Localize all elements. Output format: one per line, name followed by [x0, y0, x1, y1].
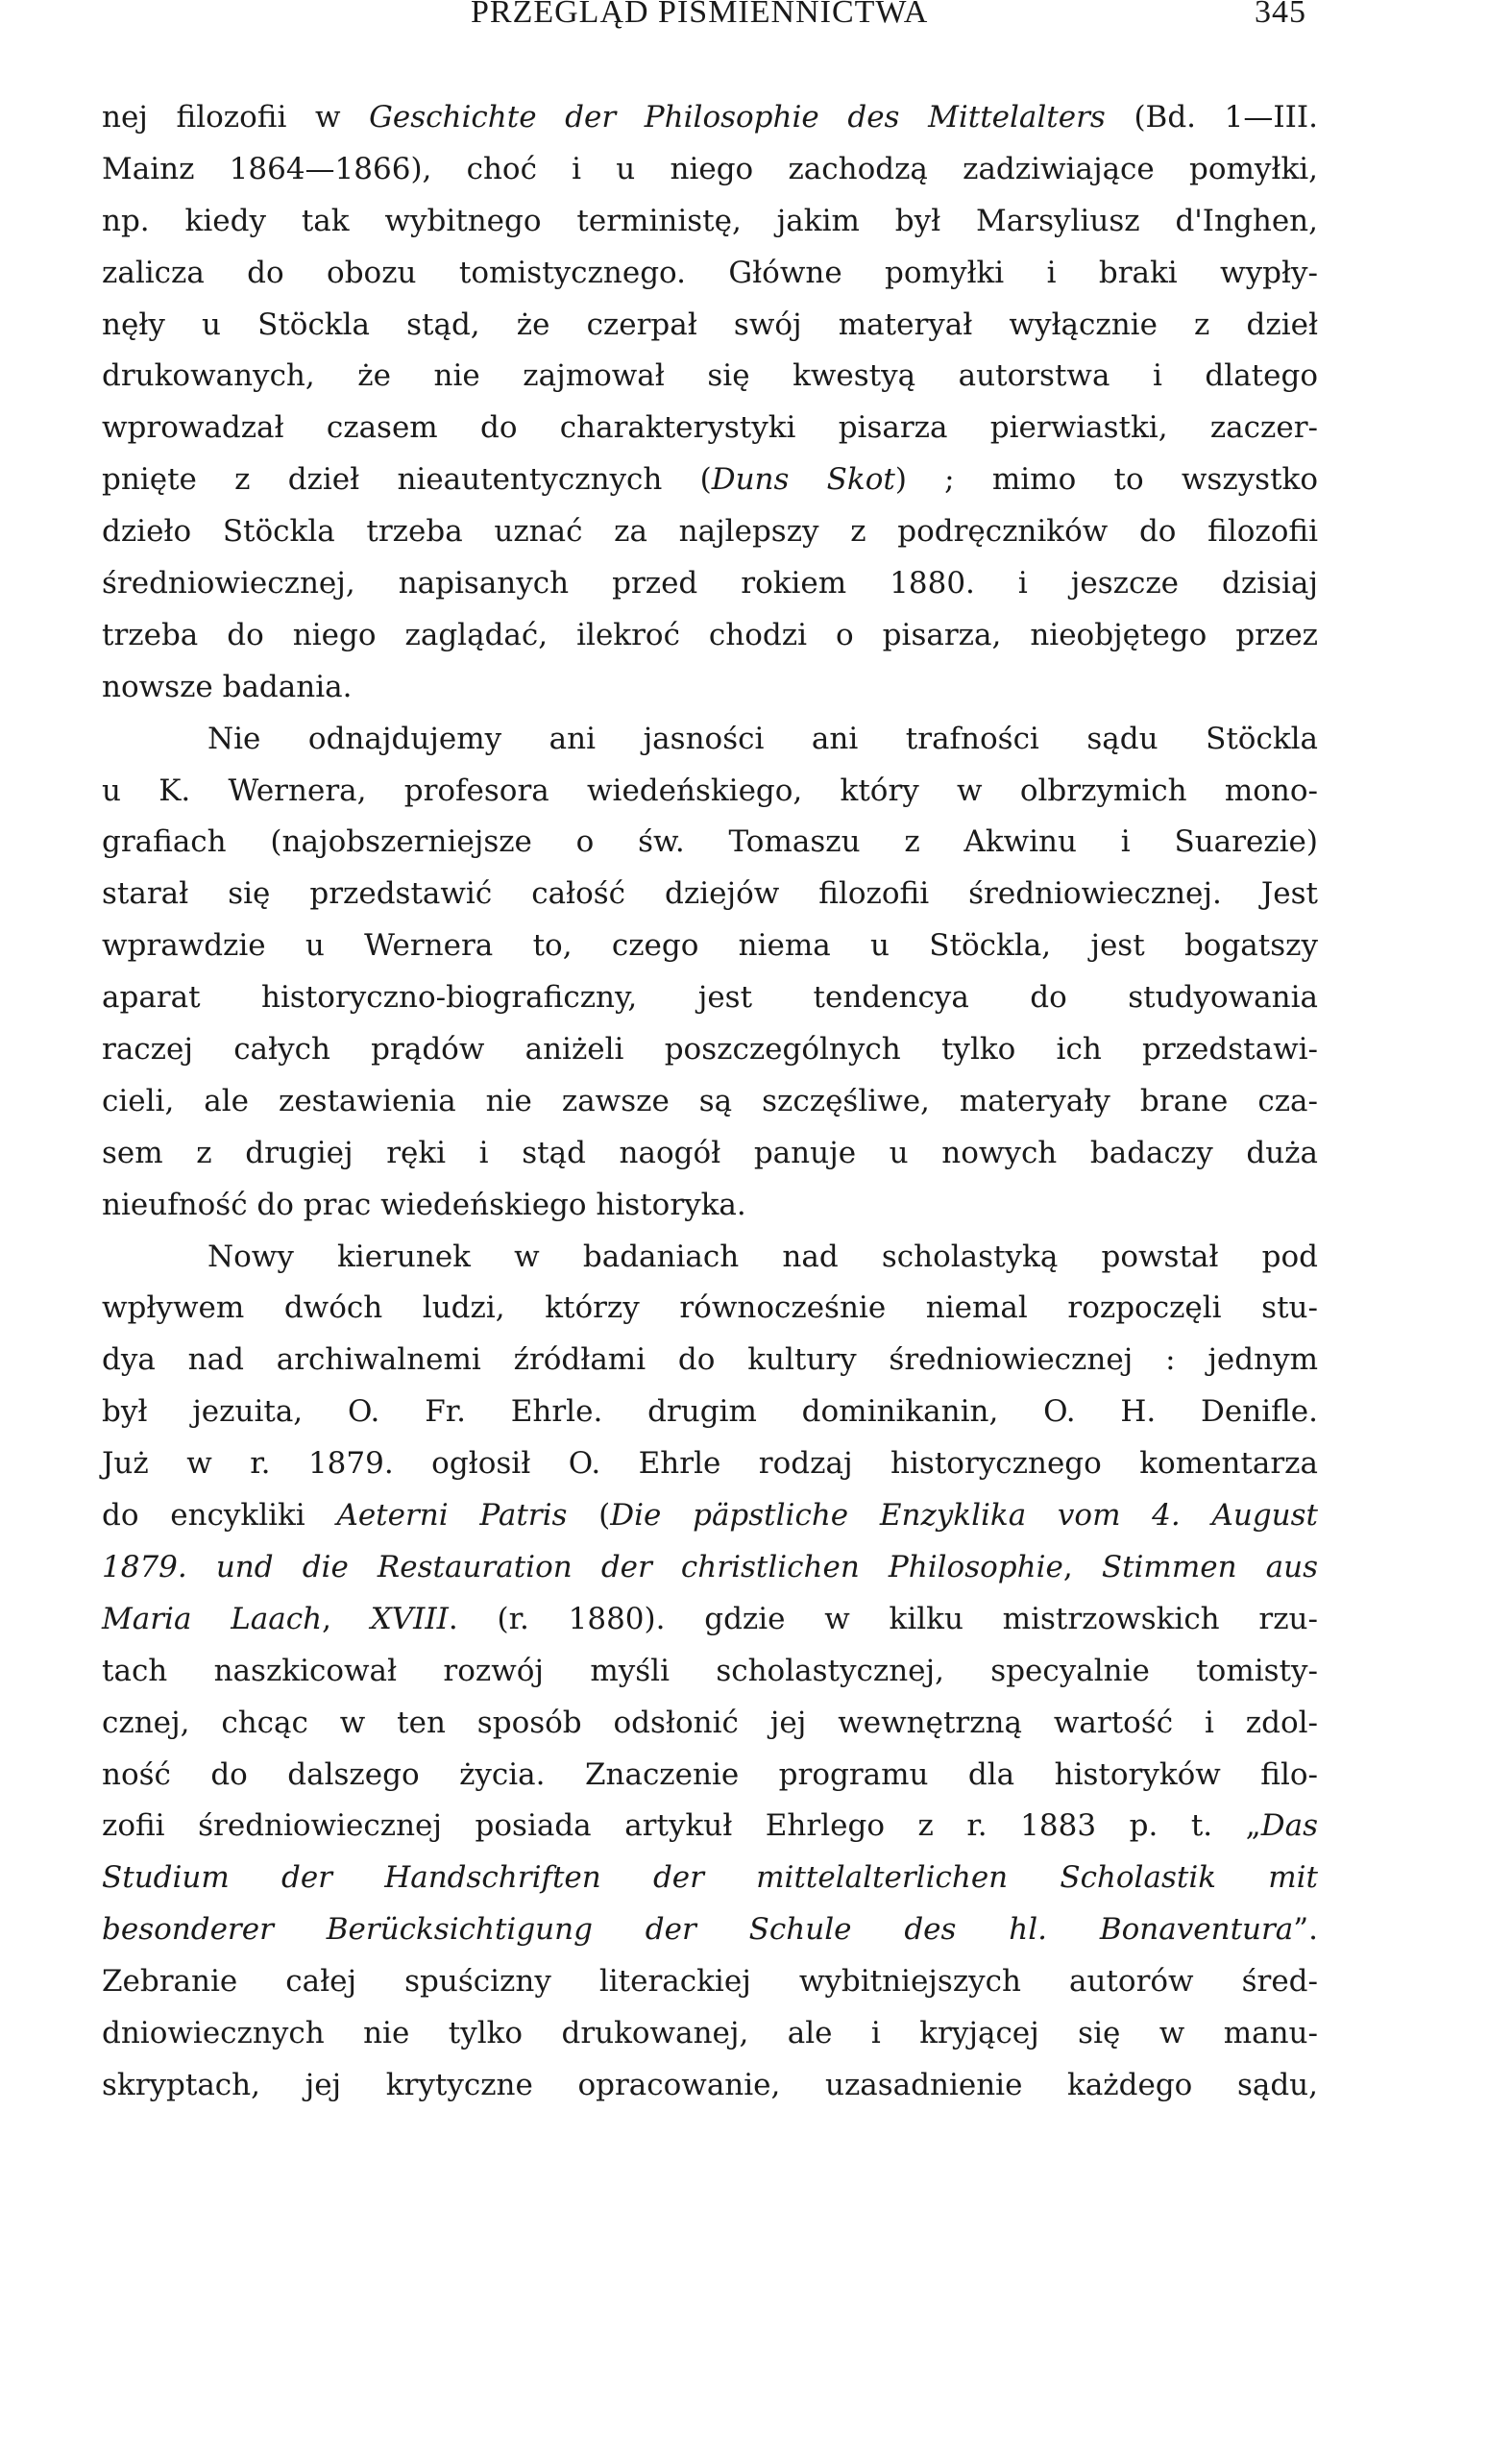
- text-line: Studium der Handschriften der mittelalterlichen Scholastik mit: [102, 1860, 1318, 1896]
- text-line: Zebranie całej spuścizny literackiej wybitniejszych autorów śred-: [102, 1964, 1318, 2000]
- text-line: dzieło Stöckla trzeba uznać za najlepszy z podręczników do filozofii: [102, 514, 1318, 550]
- body-text: [102, 92, 1318, 2112]
- text-line: np. kiedy tak wybitnego terministę, jakim był Marsyliusz d'Inghen,: [102, 203, 1318, 238]
- text-line: pnięte z dzieł nieautentycznych (Duns Skot) ; mimo to wszystko: [102, 462, 1318, 498]
- text-line: dniowiecznych nie tylko drukowanej, ale i kryjącej się w manu-: [102, 2015, 1318, 2050]
- text-line: średniowiecznej, napisanych przed rokiem 1880. i jeszcze dzisiaj: [102, 566, 1318, 601]
- text-line: wprowadzał czasem do charakterystyki pisarza pierwiastki, zaczer-: [102, 410, 1318, 446]
- text-line: trzeba do niego zaglądać, ilekroć chodzi o pisarza, nieobjętego przez: [102, 617, 1318, 652]
- text-line: Już w r. 1879. ogłosił O. Ehrle rodzaj historycznego komentarza: [102, 1446, 1318, 1482]
- text-line: zofii średniowiecznej posiada artykuł Ehrlego z r. 1883 p. t. „Das: [102, 1808, 1318, 1844]
- text-line: tach naszkicował rozwój myśli scholastycznej, specyalnie tomisty-: [102, 1653, 1318, 1688]
- page-header: [0, 0, 1512, 33]
- text-line: aparat historyczno-biograficzny, jest tendencya do studyowania: [102, 980, 1318, 1016]
- text-line: Maria Laach, XVIII. (r. 1880). gdzie w kilku mistrzowskich rzu-: [102, 1601, 1318, 1636]
- text-line: był jezuita, O. Fr. Ehrle. drugim dominikanin, O. H. Denifle.: [102, 1394, 1318, 1430]
- text-line: u K. Wernera, profesora wiedeńskiego, który w olbrzymich mono-: [102, 773, 1318, 808]
- text-line: grafiach (najobszerniejsze o św. Tomaszu z Akwinu i Suarezie): [102, 824, 1318, 860]
- text-line: zalicza do obozu tomistycznego. Główne pomyłki i braki wypły-: [102, 255, 1318, 290]
- text-line: nej filozofii w Geschichte der Philosophie des Mittelalters (Bd. 1—III.: [102, 100, 1318, 135]
- text-line: Nowy kierunek w badaniach nad scholastyką powstał pod: [207, 1239, 1318, 1274]
- text-line: starał się przedstawić całość dziejów filozofii średniowiecznej. Jest: [102, 876, 1318, 912]
- text-line: Mainz 1864—1866), choć i u niego zachodzą zadziwiające pomyłki,: [102, 151, 1318, 186]
- text-line: nowsze badania.: [102, 669, 353, 704]
- text-line: skryptach, jej krytyczne opracowanie, uzasadnienie każdego sądu,: [102, 2067, 1318, 2102]
- text-line: ność do dalszego życia. Znaczenie programu dla historyków filo-: [102, 1756, 1318, 1792]
- text-line: 1879. und die Restauration der christlichen Philosophie, Stimmen aus: [102, 1549, 1318, 1584]
- text-line: sem z drugiej ręki i stąd naogół panuje u nowych badaczy duża: [102, 1135, 1318, 1170]
- running-title: PRZEGLĄD PISMIENNICTWA: [471, 0, 929, 30]
- text-line: cieli, ale zestawienia nie zawsze są szczęśliwe, materyały brane cza-: [102, 1083, 1318, 1118]
- text-line: Nie odnajdujemy ani jasności ani trafności sądu Stöckla: [207, 721, 1318, 756]
- text-line: besonderer Berücksichtigung der Schule des hl. Bonaventura”.: [102, 1912, 1318, 1948]
- text-line: drukowanych, że nie zajmował się kwestyą autorstwa i dlatego: [102, 358, 1318, 394]
- text-line: dya nad archiwalnemi źródłami do kultury średniowiecznej : jednym: [102, 1342, 1318, 1378]
- page-number: 345: [1255, 0, 1306, 30]
- text-line: do encykliki Aeterni Patris (Die päpstliche Enzyklika vom 4. August: [102, 1498, 1319, 1534]
- text-line: nęły u Stöckla stąd, że czerpał swój materyał wyłącznie z dzieł: [102, 307, 1318, 342]
- text-line: raczej całych prądów aniżeli poszczególnych tylko ich przedstawi-: [102, 1032, 1318, 1068]
- text-line: wpływem dwóch ludzi, którzy równocześnie niemal rozpoczęli stu-: [102, 1290, 1318, 1326]
- text-line: wprawdzie u Wernera to, czego niema u Stöckla, jest bogatszy: [102, 928, 1318, 964]
- text-line: cznej, chcąc w ten sposób odsłonić jej wewnętrzną wartość i zdol-: [102, 1705, 1318, 1740]
- text-line: nieufność do prac wiedeńskiego historyka.: [102, 1187, 746, 1222]
